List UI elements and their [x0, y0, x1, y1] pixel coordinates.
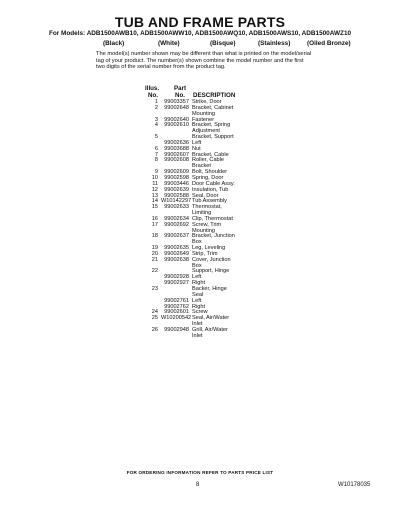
illus-number: 6: [154, 145, 158, 152]
part-number: 99002635: [164, 245, 189, 252]
part-description: Left: [192, 139, 202, 146]
part-description: Mounting: [192, 110, 216, 117]
illus-number: 3: [154, 116, 158, 123]
part-description: Cover, Junction: [192, 256, 231, 263]
part-description: Bracket, Cable: [192, 151, 229, 158]
part-number: 99002927: [164, 280, 189, 287]
illus-number: 16: [151, 215, 158, 222]
color-white: (White): [158, 40, 180, 47]
header-part-no: No.: [175, 92, 185, 99]
model-note: The model(s) number shown may be different than what is printed on the model/serial tag of your product. The number(s) shown combine the model number and the first two digits of the serial number from the product tag.: [96, 51, 312, 71]
color-list: [0, 40, 400, 50]
model-list: For Models: ADB1500AWB10, ADB1500AWW10, ADB1500AWQ10, ADB1500AWS10, ADB1500AWZ10: [48, 30, 352, 37]
illus-number: 25: [151, 315, 158, 322]
part-description: Adjustment: [192, 128, 220, 135]
part-description: Bolt, Shoulder: [192, 169, 228, 176]
illus-number: 8: [154, 157, 158, 164]
color-stainless: (Stainless): [258, 40, 291, 47]
part-description: Limiting: [192, 210, 212, 217]
part-number: 99002636: [164, 139, 189, 146]
part-description: Thermostat,: [192, 204, 222, 211]
part-description: Right: [192, 303, 206, 310]
part-number: 99002761: [164, 297, 189, 304]
table-header: [138, 86, 288, 100]
part-number: 99002948: [164, 326, 189, 333]
part-description: Screw: [192, 309, 208, 316]
part-number: 99002609: [164, 169, 189, 176]
part-number: 99002649: [164, 250, 189, 257]
illus-number: 26: [151, 326, 158, 333]
part-description: Support, Hinge: [192, 268, 230, 275]
part-number: 99002692: [164, 221, 189, 228]
illus-number: 10: [151, 174, 158, 181]
illus-number: 15: [151, 204, 158, 211]
part-description: Mounting: [192, 227, 216, 234]
part-number: W10142297: [161, 198, 192, 205]
part-number: 99003446: [164, 180, 189, 187]
illus-number: 21: [151, 256, 158, 263]
part-description: Inlet: [192, 321, 203, 328]
part-number: 99002640: [164, 116, 189, 123]
part-description: Bracket: [192, 163, 211, 170]
part-description: Seal: [192, 291, 204, 298]
page-number: 8: [196, 482, 200, 488]
part-number: 99002601: [164, 309, 189, 316]
part-description: Box: [192, 239, 202, 246]
part-description: Door Cable Assy.: [192, 180, 235, 187]
parts-table: [138, 86, 288, 340]
part-number: 99002610: [164, 122, 189, 129]
illus-number: 12: [151, 186, 158, 193]
part-number: 99002639: [164, 186, 189, 193]
part-number: 99002634: [164, 215, 189, 222]
part-description: Left: [192, 297, 202, 304]
part-number: 99002607: [164, 151, 189, 158]
color-oiled-bronze: (Oiled Bronze): [307, 40, 351, 47]
part-number: 99002638: [164, 256, 189, 263]
illus-number: 11: [152, 180, 158, 187]
part-number: 99003688: [164, 145, 189, 152]
illus-number: 17: [151, 221, 158, 228]
part-description: Bracket, Spring: [192, 122, 231, 129]
color-black: (Black): [103, 40, 125, 47]
part-description: Nut: [192, 145, 201, 152]
illus-number: 23: [151, 286, 158, 292]
table-rows: [138, 100, 288, 340]
header-description: DESCRIPTION: [193, 92, 236, 99]
part-description: Clip, Thermostat: [192, 215, 233, 222]
table-row: [138, 334, 288, 340]
part-description: Right: [192, 280, 206, 287]
part-number: 99002928: [164, 274, 189, 281]
illus-number: 5: [154, 134, 158, 141]
part-description: Bracket, Junction: [192, 233, 235, 240]
part-number: 99002598: [164, 174, 189, 181]
part-description: Grill, Air/Water: [192, 326, 228, 333]
illus-number: 19: [151, 245, 158, 252]
part-number: 99002648: [164, 104, 189, 111]
part-description: Leg, Leveling: [192, 245, 226, 252]
part-description: Strip, Trim: [192, 250, 218, 257]
part-description: Bracket, Support: [192, 134, 234, 141]
illus-number: 1: [154, 99, 158, 105]
part-description: Insulation, Tub: [192, 186, 229, 193]
ordering-info: FOR ORDERING INFORMATION REFER TO PARTS PRICE LIST: [126, 470, 274, 475]
part-description: Fastener: [192, 116, 215, 123]
document-number: W10178035: [338, 482, 371, 488]
header-illus-no: No.: [148, 92, 158, 99]
part-description: Bracket, Cabinet: [192, 104, 234, 111]
part-number: 99002637: [164, 233, 189, 240]
part-description: Screw, Trim: [192, 221, 222, 228]
part-number: 99002762: [164, 303, 189, 310]
color-bisque: (Bisque): [210, 40, 236, 47]
header-part: Part: [174, 85, 187, 92]
illus-number: 14: [151, 198, 158, 205]
part-description: Backer, Hinge: [192, 286, 227, 292]
illus-number: 7: [154, 151, 158, 158]
illus-number: 4: [154, 122, 158, 129]
part-description: Tub Assembly: [192, 198, 227, 205]
illus-number: 20: [151, 250, 158, 257]
part-description: Seal, Air/Water: [192, 315, 230, 322]
illus-number: 22: [151, 268, 158, 275]
part-description: Left: [192, 274, 202, 281]
illus-number: 18: [151, 233, 158, 240]
illus-number: 24: [151, 309, 158, 316]
illus-number: 9: [154, 169, 158, 176]
part-description: Spring, Door: [192, 174, 224, 181]
part-description: Box: [192, 262, 202, 269]
part-description: Inlet: [192, 332, 203, 339]
page-title: TUB AND FRAME PARTS: [114, 14, 286, 30]
part-description: Roller, Cable: [192, 157, 225, 164]
part-number: W10200542: [161, 315, 192, 322]
part-description: Seal, Door: [192, 192, 219, 199]
header-illus: Illus.: [145, 85, 160, 92]
illus-number: 2: [154, 104, 158, 111]
part-number: 99002633: [164, 204, 189, 211]
part-number: 99002588: [164, 192, 189, 199]
part-description: Strike, Door: [192, 99, 222, 105]
part-number: 99002608: [164, 157, 189, 164]
part-number: 99003357: [164, 99, 189, 105]
illus-number: 13: [151, 192, 158, 199]
